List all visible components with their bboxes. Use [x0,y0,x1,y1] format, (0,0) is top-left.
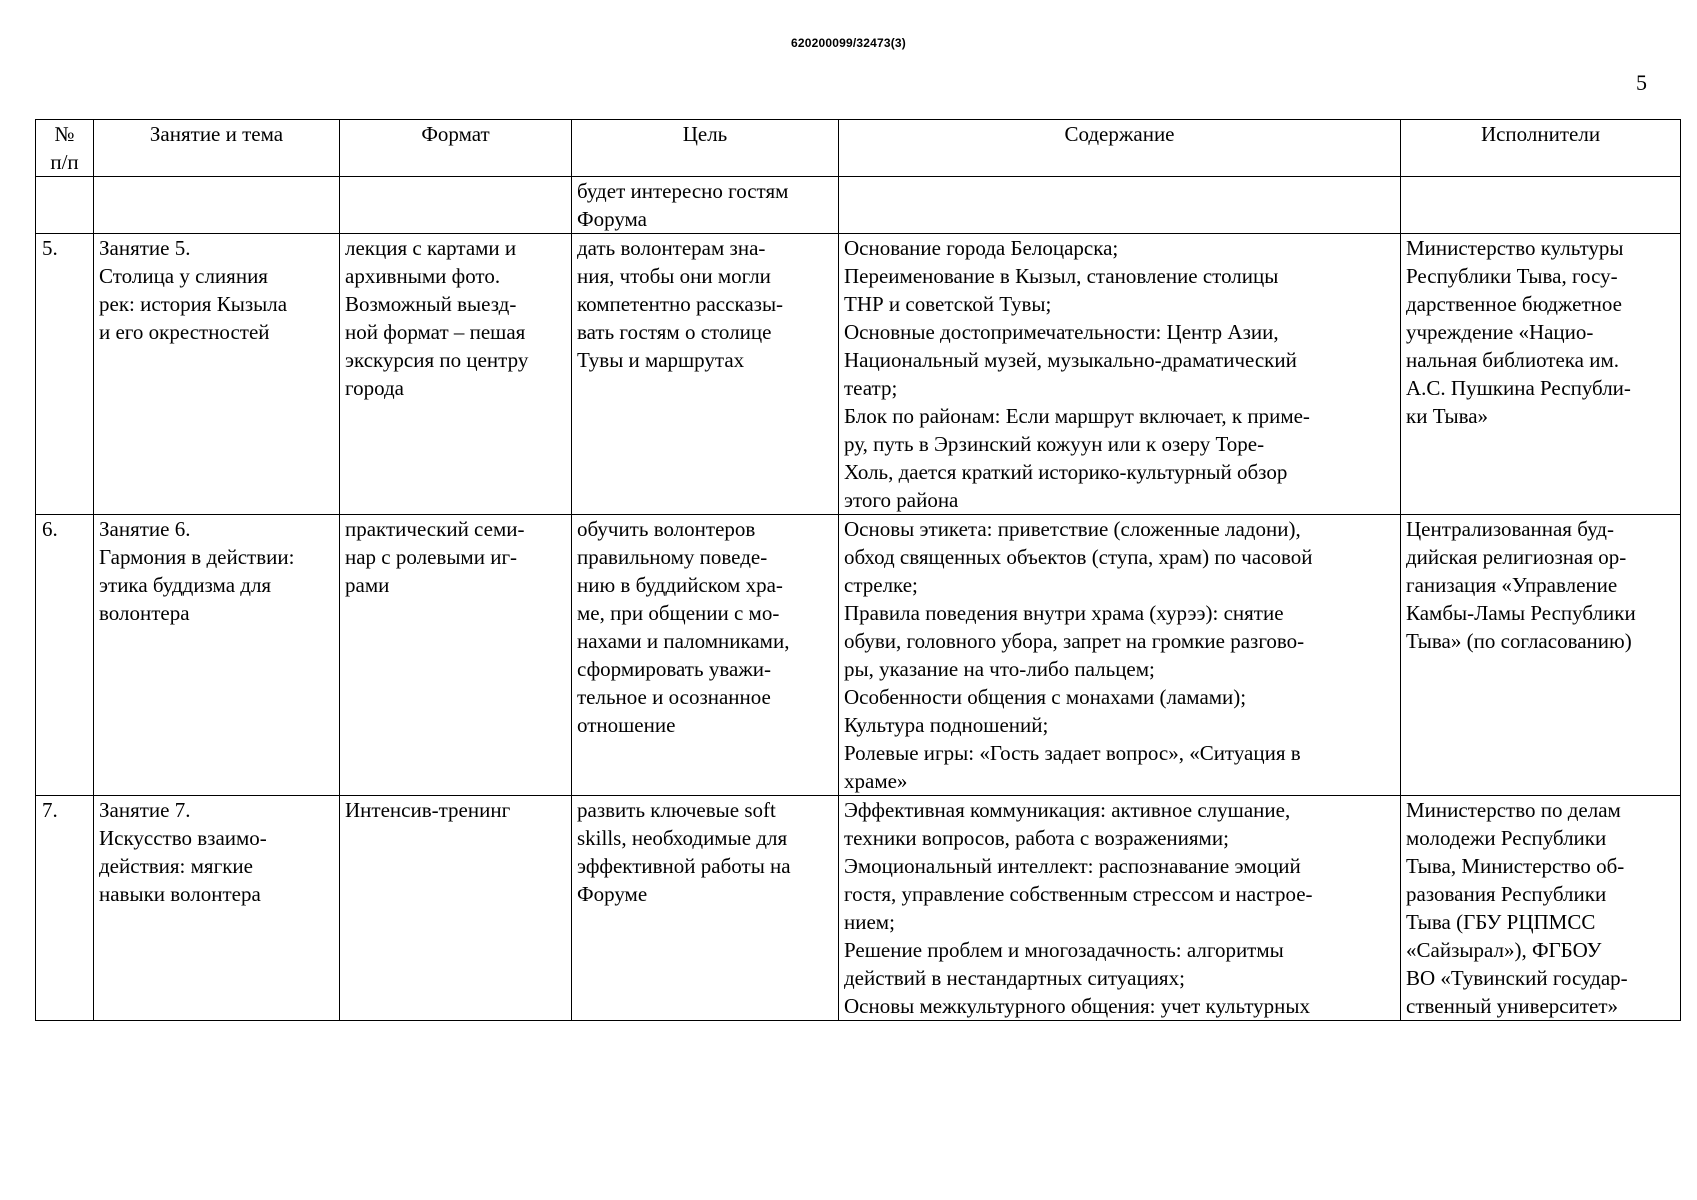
cell-executors [1401,515,1681,796]
cell-text-line: Ролевые игры: «Гость задает вопрос», «Ситуация в [844,741,1301,765]
cell-text-line: Основание города Белоцарска; [844,236,1119,260]
cell-text-line: будет интересно гостям [577,179,789,203]
cell-content [839,796,1401,1021]
cell-text-line: нальная библиотека им. [1406,348,1620,372]
cell-text-line: учреждение «Нацио- [1406,320,1594,344]
schedule-table [35,119,1681,1021]
cell-text-line: вать гостям о столице [577,320,772,344]
cell-text-line: Форума [577,207,648,231]
cell-text-line: стрелке; [844,573,918,597]
cell-text-line: молодежи Республики [1406,826,1607,850]
cell-goal [572,796,839,1021]
cell-text-line: экскурсия по центру [345,348,529,372]
cell-content [839,234,1401,515]
cell-text-line: нию в буддийском хра- [577,573,783,597]
table-row [36,796,1681,1021]
cell-text-line: нахами и паломниками, [577,629,790,653]
cell-text-line: храме» [844,769,908,793]
cell-text-line: «Сайзырал»), ФГБОУ [1406,938,1602,962]
column-header-topic: Занятие и тема [94,120,340,177]
cell-text-line: лекция с картами и [345,236,517,260]
cell-text-line: Гармония в действии: [99,545,295,569]
cell-text-line: Возможный выезд- [345,292,517,316]
cell-text-line: skills, необходимые для [577,826,788,850]
cell-text-line: Интенсив-тренинг [345,798,511,822]
cell-topic [94,796,340,1021]
column-header-format: Формат [340,120,572,177]
cell-text-line: компетентно рассказы- [577,292,784,316]
cell-text-line: Централизованная буд- [1406,517,1614,541]
cell-text-line: дарственное бюджетное [1406,292,1622,316]
cell-text-line: Блок по районам: Если маршрут включает, к приме- [844,404,1310,428]
cell-text-line: Национальный музей, музыкально-драматический [844,348,1297,372]
cell-text-line: тельное и осознанное [577,685,771,709]
cell-text-line: обучить волонтеров [577,517,756,541]
cell-format [340,796,572,1021]
cell-text-line: Основы межкультурного общения: учет культурных [844,994,1311,1018]
column-header-goal: Цель [572,120,839,177]
cell-text-line: 5. [42,236,58,260]
cell-text-line: ной формат – пешая [345,320,526,344]
cell-text-line: Тыва (ГБУ РЦПМСС [1406,910,1596,934]
table-header-row [36,120,1681,177]
cell-text-line: Тыва» (по согласованию) [1406,629,1632,653]
cell-text-line: развить ключевые soft [577,798,776,822]
cell-text-line: Занятие 7. [99,798,191,822]
cell-text-line: техники вопросов, работа с возражениями; [844,826,1229,850]
cell-text-line: обход священных объектов (ступа, храм) по часовой [844,545,1313,569]
cell-executors [1401,796,1681,1021]
cell-text-line: театр; [844,376,898,400]
cell-text-line: ВО «Тувинский государ- [1406,966,1628,990]
page-number: 5 [1636,70,1647,95]
cell-text-line: Правила поведения внутри храма (хурээ): снятие [844,601,1284,625]
cell-text-line: Министерство по делам [1406,798,1621,822]
cell-text-line: нием; [844,910,895,934]
cell-text-line: Искусство взаимо- [99,826,267,850]
cell-text-line: 7. [42,798,58,822]
cell-executors [1401,234,1681,515]
cell-text-line: действий в нестандартных ситуациях; [844,966,1185,990]
cell-text-line: Форуме [577,882,648,906]
cell-text-line: нар с ролевыми иг- [345,545,518,569]
cell-text-line: ки Тыва» [1406,404,1489,428]
table-row [36,177,1681,234]
cell-text-line: волонтера [99,601,190,625]
cell-text-line: Столица у слияния [99,264,268,288]
cell-text-line: Эмоциональный интеллект: распознавание эмоций [844,854,1301,878]
cell-text-line: и его окрестностей [99,320,270,344]
cell-text-line: Основы этикета: приветствие (сложенные ладони), [844,517,1301,541]
cell-text-line: действия: мягкие [99,854,253,878]
cell-text-line: практический семи- [345,517,525,541]
cell-topic [94,177,340,234]
cell-text-line: Основные достопримечательности: Центр Азии, [844,320,1279,344]
table-row [36,515,1681,796]
cell-text-line: города [345,376,404,400]
cell-text-line: Камбы-Ламы Республики [1406,601,1636,625]
cell-text-line: дать волонтерам зна- [577,236,766,260]
cell-text-line: навыки волонтера [99,882,261,906]
cell-text-line: ру, путь в Эрзинский кожуун или к озеру Торе- [844,432,1265,456]
cell-text-line: Занятие 6. [99,517,191,541]
cell-text-line: архивными фото. [345,264,501,288]
cell-text-line: Республики Тыва, госу- [1406,264,1618,288]
cell-text-line: ния, чтобы они могли [577,264,771,288]
cell-content [839,177,1401,234]
cell-text-line: обуви, головного убора, запрет на громкие разгово- [844,629,1305,653]
cell-format [340,234,572,515]
cell-goal [572,515,839,796]
cell-text-line: рек: история Кызыла [99,292,288,316]
cell-text-line: правильному поведе- [577,545,768,569]
column-header-content: Содержание [839,120,1401,177]
cell-content [839,515,1401,796]
cell-text-line: А.С. Пушкина Республи- [1406,376,1631,400]
cell-goal [572,234,839,515]
cell-text-line: 6. [42,517,58,541]
table-row [36,234,1681,515]
cell-text-line: Решение проблем и многозадачность: алгоритмы [844,938,1284,962]
cell-text-line: Особенности общения с монахами (ламами); [844,685,1247,709]
cell-text-line: ры, указание на что-либо пальцем; [844,657,1155,681]
cell-text-line: дийская религиозная ор- [1406,545,1627,569]
document-id: 620200099/32473(3) [790,36,907,50]
cell-text-line: ганизация «Управление [1406,573,1618,597]
cell-format [340,515,572,796]
cell-text-line: Культура подношений; [844,713,1049,737]
cell-text-line: ственный университет» [1406,994,1619,1018]
cell-text-line: Эффективная коммуникация: активное слушание, [844,798,1291,822]
cell-num [36,234,94,515]
cell-text-line: Тыва, Министерство об- [1406,854,1625,878]
cell-executors [1401,177,1681,234]
cell-text-line: Занятие 5. [99,236,191,260]
cell-text-line: гостя, управление собственным стрессом и настрое- [844,882,1313,906]
cell-num [36,796,94,1021]
cell-text-line: отношение [577,713,676,737]
column-header-number: № п/п [36,120,94,177]
cell-num [36,515,94,796]
cell-text-line: Тувы и маршрутах [577,348,745,372]
cell-topic [94,234,340,515]
cell-format [340,177,572,234]
cell-text-line: этика буддизма для [99,573,272,597]
cell-text-line: Переименование в Кызыл, становление столицы [844,264,1279,288]
cell-text-line: рами [345,573,390,597]
cell-topic [94,515,340,796]
cell-text-line: разования Республики [1406,882,1607,906]
cell-text-line: эффективной работы на [577,854,791,878]
column-header-executors: Исполнители [1401,120,1681,177]
cell-text-line: Министерство культуры [1406,236,1624,260]
cell-num [36,177,94,234]
cell-text-line: ме, при общении с мо- [577,601,780,625]
cell-text-line: этого района [844,488,959,512]
cell-text-line: сформировать уважи- [577,657,772,681]
cell-text-line: ТНР и советской Тувы; [844,292,1052,316]
cell-goal [572,177,839,234]
cell-text-line: Холь, дается краткий историко-культурный обзор [844,460,1288,484]
